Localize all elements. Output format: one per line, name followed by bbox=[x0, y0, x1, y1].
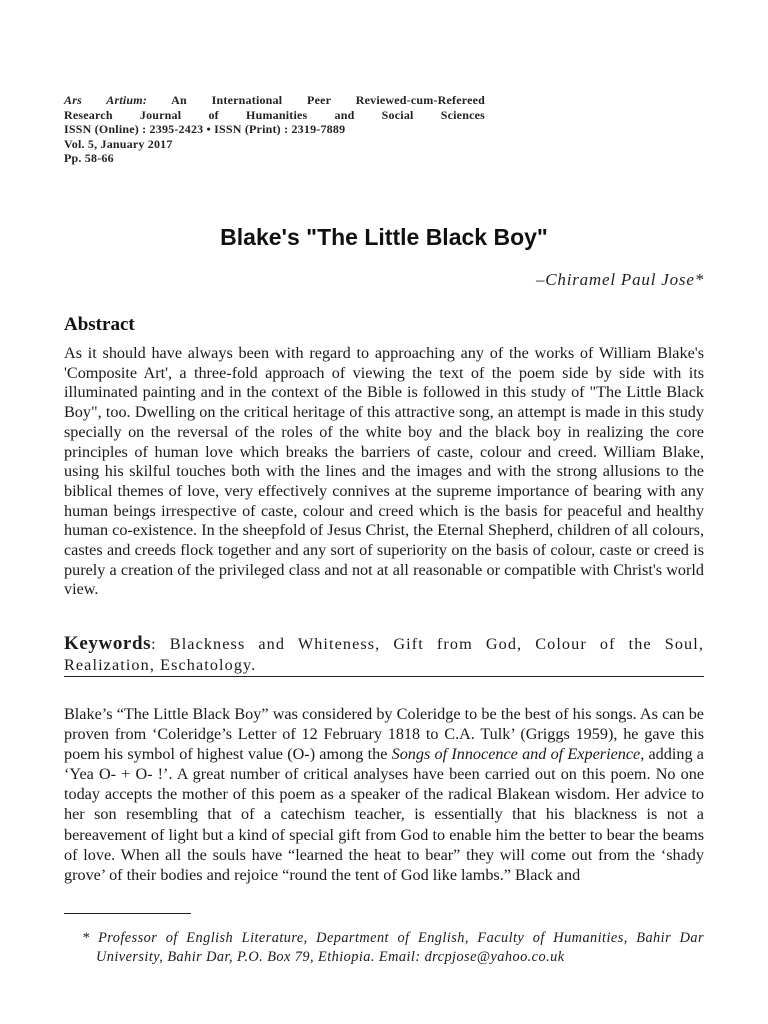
keywords-text: : Blackness and Whiteness, Gift from God, Colour of the Soul, Realization, Eschatology. bbox=[64, 635, 704, 674]
journal-volume: Vol. 5, January 2017 bbox=[64, 136, 173, 151]
article-author: –Chiramel Paul Jose* bbox=[535, 270, 704, 289]
journal-subtitle-2: Research Journal of Humanities and Social Sciences bbox=[64, 107, 485, 122]
keywords-label: Keywords bbox=[64, 633, 152, 654]
body-italic-title: Songs of Innocence and of Experience bbox=[391, 745, 641, 764]
journal-title-line bbox=[64, 93, 485, 108]
abstract-text: As it should have always been with regard to approaching any of the works of William Blake's 'Composite Art', a three-fold approach of viewing the text of the poem side by side with its illuminated painting and in the context of the Bible is followed in this study of "The Little Black Boy", too. Dwelling on the critical heritage of this attractive song, an attempt is made in this study specially on the reversal of the roles of the white boy and the black boy in realizing the core principles of human love which breaks the barriers of caste, colour and creed. William Blake, using his skilful touches both with the lines and the images and with the strong allusions to the biblical themes of love, very effectively connives at the supreme importance of bearing with any human beings irrespective of caste, colour and creed which is the basis for peaceful and healthy human co-existence. In the sheepfold of Jesus Christ, the Eternal Shepherd, children of all colours, castes and creeds flock together and any sort of superiority on the basis of colour, caste or creed is purely a creation of the privileged class and not at all reasonable or compatible with Christ's world view. bbox=[64, 344, 704, 599]
journal-header bbox=[64, 93, 524, 166]
abstract-heading: Abstract bbox=[64, 314, 135, 335]
section-divider bbox=[64, 676, 704, 677]
body-text-part1: Blake’s “The Little Black Boy” was considered by Coleridge to be the best of his songs. As can be proven from ‘Coleridge’s Letter of 12 February 1818 to C.A. Tulk’ (Griggs 1959), he gave this poem his symbol of highest value (O-) among the bbox=[64, 705, 704, 764]
journal-pages: Pp. 58-66 bbox=[64, 151, 114, 166]
body-paragraph bbox=[64, 704, 704, 885]
keywords bbox=[64, 633, 704, 676]
journal-subtitle-1: An International Peer Reviewed-cum-Refereed bbox=[171, 93, 485, 107]
article-title: Blake's "The Little Black Boy" bbox=[220, 224, 548, 250]
footnote-divider bbox=[64, 913, 191, 914]
author-footnote: * Professor of English Literature, Department of English, Faculty of Humanities, Bahir Dar University, Bahir Dar, P.O. Box 79, Ethiopia. Email: drcpjose@yahoo.co.uk bbox=[82, 930, 704, 965]
body-text-part2: , adding a ‘Yea O- + O- !’. A great number of critical analyses have been carried out on this poem. No one today accepts the mother of this poem as a speaker of the radical Blakean wisdom. Her advice to her son resembling that of a catechism teacher, is essentially that his blackness is not a bereavement of light but a kind of special gift from God to enable him the better to bear the beams of love. When all the souls have “learned the heat to bear” they will come out from the ‘shady grove’ of their bodies and rejoice “round the tent of God like lambs.” Black and bbox=[64, 745, 704, 884]
journal-issn: ISSN (Online) : 2395-2423 • ISSN (Print) : 2319-7889 bbox=[64, 122, 346, 137]
journal-name: Ars Artium: bbox=[64, 93, 148, 107]
